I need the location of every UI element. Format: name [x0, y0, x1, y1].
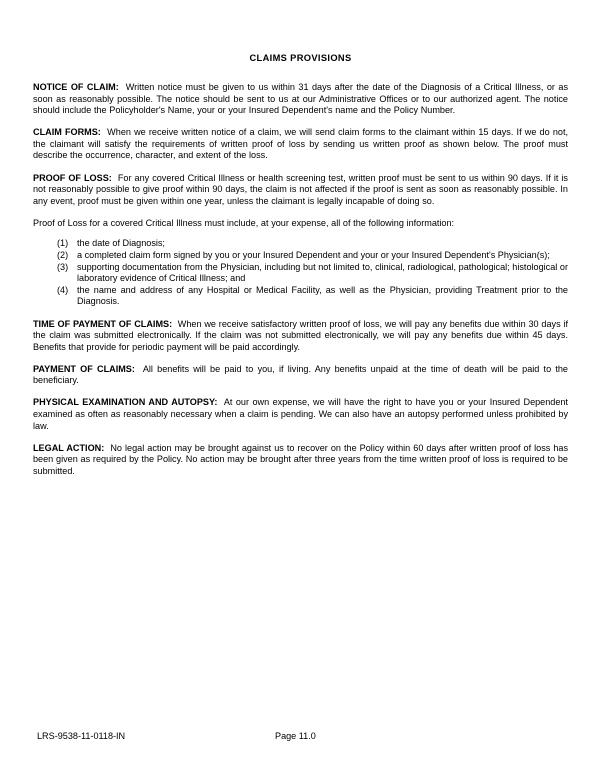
section-physical-examination-and-autopsy — [33, 397, 568, 432]
list-item-marker: (4) — [57, 284, 69, 295]
list-item-text: supporting documentation from the Physician, including but not limited to, clinical, radiological, pathological; histological or laboratory evidence of Critical Illness; and — [77, 261, 568, 284]
section-text-legal-action: No legal action may be brought against us to recover on the Policy within 60 days after written proof of loss has been given as required by the Policy. No action may be brought after three years from the time written proof of loss is required to be submitted. — [33, 442, 569, 476]
list-item — [33, 238, 568, 250]
section-heading-physical-examination-and-autopsy: PHYSICAL EXAMINATION AND AUTOPSY: — [33, 397, 218, 408]
section-heading-claim-forms: CLAIM FORMS: — [33, 127, 101, 138]
section-text-claim-forms: When we receive written notice of a claim, we will send claim forms to the claimant within 15 days. If we do not, the claimant will satisfy the requirements of written proof of loss by sending us written proof as shown below. The proof must describe the occurrence, character, and extent of the loss. — [33, 127, 569, 161]
list-item-text: the name and address of any Hospital or Medical Facility, as well as the Physician, providing Treatment prior to the Diagnosis. — [77, 284, 568, 307]
section-heading-proof-of-loss: PROOF OF LOSS: — [33, 172, 112, 183]
list-intro-text: Proof of Loss for a covered Critical Illness must include, at your expense, all of the following information: — [33, 217, 455, 228]
heading-spacer — [135, 364, 143, 374]
section-text-time-of-payment-of-claims: When we receive satisfactory written proof of loss, we will pay any benefits due within 30 days if the claim was submitted electronically. If the claim was not submitted electronically, we will pay any benefits due within 45 days. Benefits that provide for periodic payment will be paid accordingly. — [33, 318, 568, 352]
list-item — [33, 285, 568, 308]
page-footer — [0, 729, 600, 743]
section-text-payment-of-claims: All benefits will be paid to you, if living. Any benefits unpaid at the time of death will be paid to the beneficiary. — [33, 363, 568, 386]
list-item-marker: (1) — [57, 238, 69, 249]
section-claim-forms — [33, 127, 568, 162]
section-heading-legal-action: LEGAL ACTION: — [33, 442, 105, 453]
document-body — [33, 52, 568, 478]
section-text-proof-of-loss: For any covered Critical Illness or health screening test, written proof must be sent to us within 90 days. If it is not reasonably possible to give proof within 90 days, the claim is not affected if the proof is sent as soon as reasonably possible. In any event, proof must be given within one year, unless the claimant is legally incapable of doing so. — [33, 172, 568, 206]
page-title: CLAIMS PROVISIONS — [249, 53, 352, 63]
section-heading-notice-of-claim: NOTICE OF CLAIM: — [33, 82, 119, 92]
heading-spacer — [119, 82, 126, 92]
list-item-marker: (2) — [57, 250, 69, 261]
list-item — [33, 262, 568, 285]
section-time-of-payment-of-claims — [33, 319, 568, 354]
section-heading-time-of-payment-of-claims: TIME OF PAYMENT OF CLAIMS: — [33, 318, 173, 329]
section-text-notice-of-claim: Written notice must be given to us within 31 days after the date of the Diagnosis of a Critical Illness, or as soon as reasonably possible. The notice should be sent to us at our Administrative Offices or to our authorized agent. The notice should include the Policyholder's Name, your or your Insured Dependent's name and the Policy Number. — [33, 82, 568, 116]
section-text-physical-examination-and-autopsy: At our own expense, we will have the right to have you or your Insured Dependent examined as often as reasonably necessary when a claim is pending. We can also have an autopsy performed unless prohibited by law. — [33, 397, 568, 431]
list-item — [33, 250, 568, 262]
footer-page-number: Page 11.0 — [275, 731, 316, 741]
proof-of-loss-requirements-list — [33, 238, 568, 308]
list-item-marker: (3) — [57, 261, 69, 272]
section-payment-of-claims — [33, 364, 568, 387]
list-item-text: the date of Diagnosis; — [77, 238, 165, 249]
footer-form-number: LRS-9538-11-0118-IN — [37, 731, 126, 741]
section-heading-payment-of-claims: PAYMENT OF CLAIMS: — [33, 363, 135, 374]
section-legal-action — [33, 443, 568, 478]
section-proof-of-loss — [33, 173, 568, 208]
list-item-text: a completed claim form signed by you or your Insured Dependent and your or your Insured Dependent's Physician(s); — [77, 250, 550, 261]
section-notice-of-claim — [33, 82, 568, 117]
